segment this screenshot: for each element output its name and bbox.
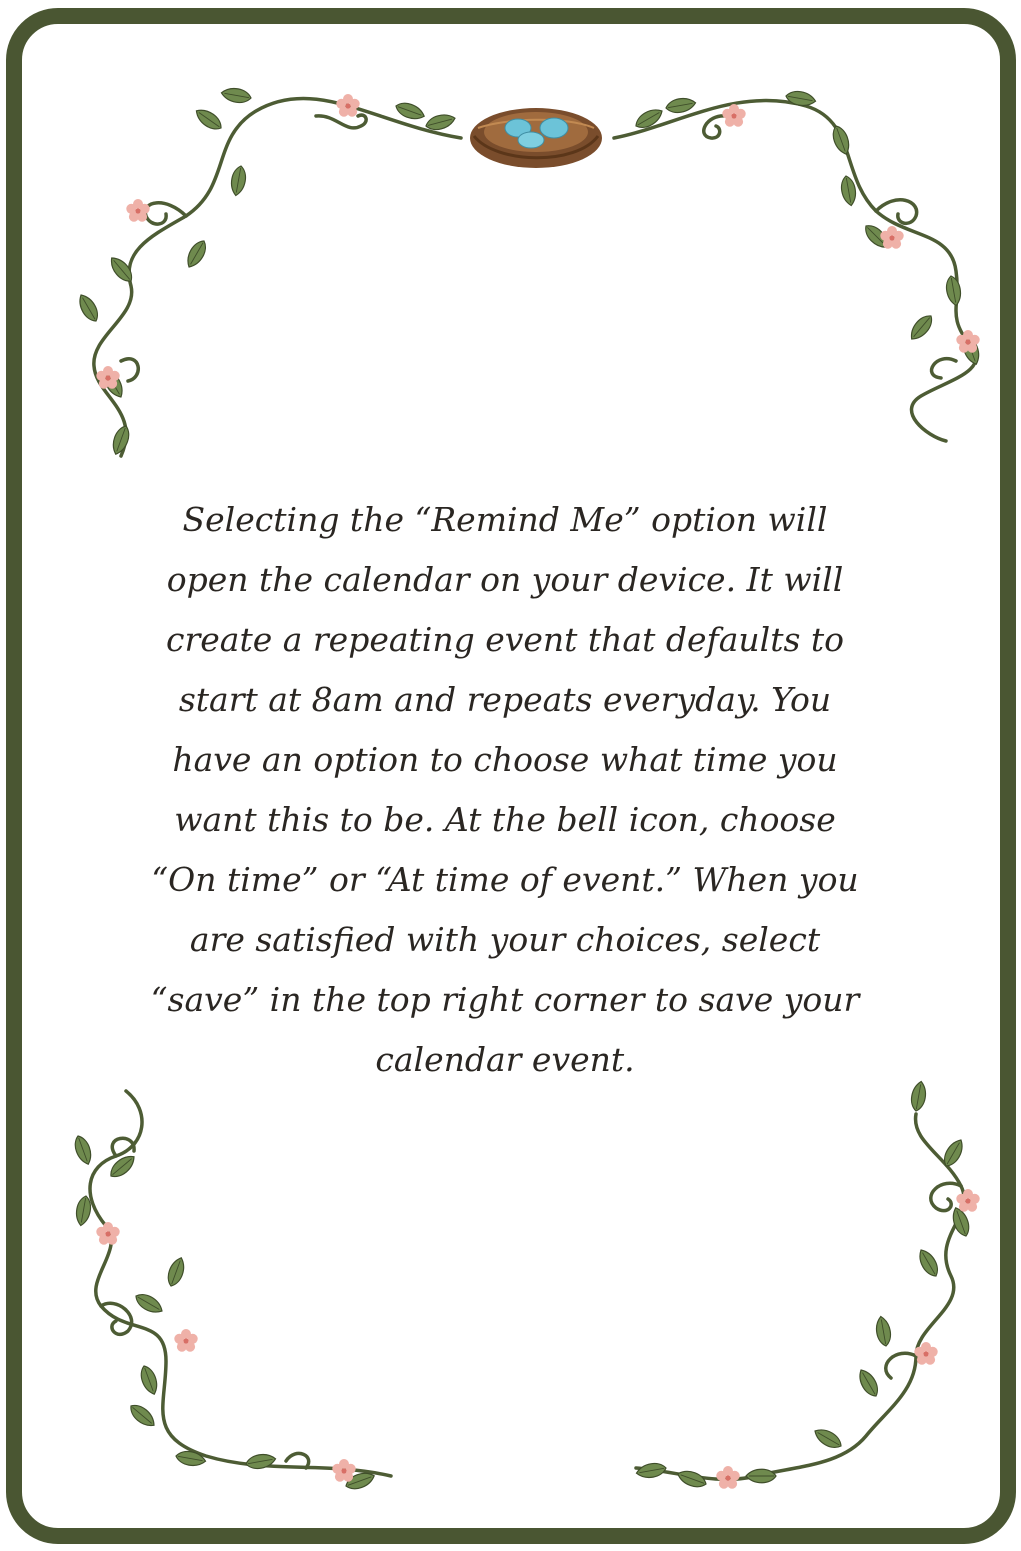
egg-icon <box>518 132 544 148</box>
egg-icon <box>540 118 568 138</box>
vine-top-right <box>614 100 976 441</box>
leaves-bottom-right <box>635 1080 972 1490</box>
leaves-top-left <box>75 86 457 456</box>
leaves-top-right <box>633 89 983 366</box>
vine-top-left <box>94 98 461 456</box>
leaves-bottom-left <box>72 1134 377 1493</box>
nest-icon <box>470 108 602 168</box>
instructions-text: Selecting the “Remind Me” option will open the calendar on your device. It will create a repeating event that defaults to start at 8am and repeats everyday. You have an option to choose what time you want this to be. At the bell icon, choose “On time” or “At time of event.” When you are satisfied with your choices, select “save” in the top right corner to save your calendar event. <box>150 500 860 1079</box>
vine-bottom-right <box>636 1114 964 1479</box>
